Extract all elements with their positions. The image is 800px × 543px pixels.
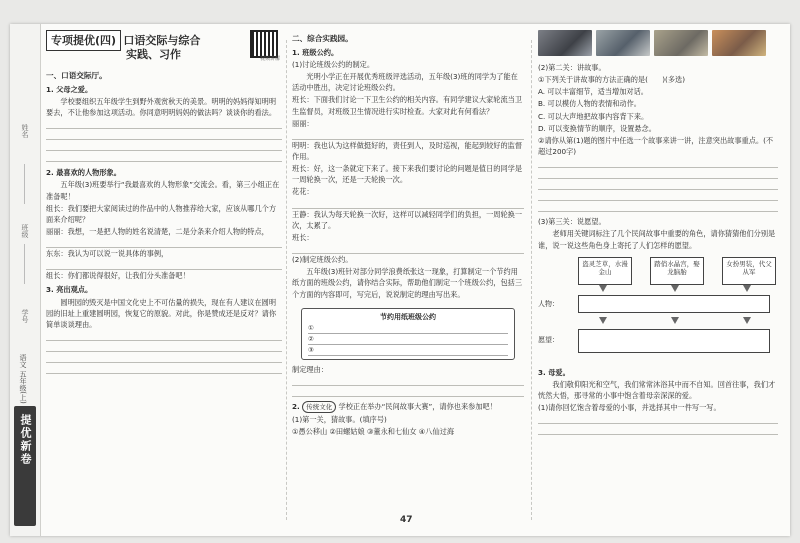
answer-line[interactable] (292, 245, 524, 254)
page-header (46, 30, 282, 64)
question-body: 老师用关键词标注了几个民间故事中重要的角色，请你猜猜他们分别是谁，说一说这些角色身上寄托了人们怎样的愿望。 (538, 229, 776, 250)
wish-answer-box[interactable] (578, 329, 770, 353)
dialogue-line: 丽丽： (292, 118, 314, 128)
column-divider (286, 40, 287, 520)
binding-strip (10, 24, 41, 536)
sub-question: (3)第三关：说愿望。 (538, 217, 606, 227)
section-badge: 专项提优(四) (46, 30, 121, 51)
convention-row[interactable]: ② (308, 334, 508, 345)
page-number: 47 (400, 515, 413, 525)
question-body: 学校要组织五年级学生到野外观赏秋天的美景。明明的妈妈得知明明要去，不让他参加这项活动。你同意明明妈妈的做法吗？谈谈你的看法。 (46, 96, 277, 118)
down-arrow-icon (743, 285, 751, 292)
answer-line[interactable] (292, 377, 524, 386)
section-heading: 二、综合实践园。 (292, 34, 353, 43)
keyword-box: 盗灵芝草，水漫金山 (578, 257, 632, 285)
answer-line[interactable] (46, 142, 282, 151)
answer-line[interactable] (538, 426, 778, 435)
sub-question: (1)请你回忆饱含着母爱的小事，并选择其中一件写一写。 (538, 403, 721, 413)
answer-line[interactable] (292, 388, 524, 397)
option-b[interactable]: B. 可以模仿人物的表情和动作。 (538, 99, 641, 109)
answer-line[interactable] (46, 261, 282, 270)
role-diagram (538, 255, 778, 363)
traditional-culture-tag: 传统文化 (302, 401, 336, 413)
qr-code-icon[interactable] (250, 30, 278, 58)
section-heading: 一、口语交际厅。 (46, 71, 107, 80)
answer-line[interactable] (292, 200, 524, 209)
answer-line[interactable] (538, 181, 778, 190)
answer-line[interactable] (538, 159, 778, 168)
answer-line[interactable] (538, 170, 778, 179)
name-field-line (24, 164, 25, 204)
answer-line[interactable] (292, 131, 524, 140)
answer-line[interactable] (538, 415, 778, 424)
dialogue-line: 组长：你们都说得很好，让我们分头准备吧！ (46, 271, 190, 281)
down-arrow-icon (743, 317, 751, 324)
convention-row[interactable]: ① (308, 323, 508, 334)
answer-line[interactable] (46, 239, 282, 248)
sub-question: (2)制定班级公约。 (292, 255, 353, 265)
convention-title: 节约用纸班级公约 (380, 312, 436, 321)
grade-label: 语文 五年级(上) (19, 354, 27, 404)
option-a[interactable]: A. 可以丰富细节，适当增加对话。 (538, 87, 648, 97)
qr-label: 视频讲解 (259, 56, 280, 62)
down-arrow-icon (599, 317, 607, 324)
brand-logo: 提优新卷 (14, 406, 36, 526)
answer-line[interactable] (46, 343, 282, 352)
column-divider (531, 40, 532, 520)
dialogue-line: 明明：我也认为这样做挺好的，责任到人，及时巡视，能起到较好的监督作用。 (292, 140, 523, 162)
dialogue-line: 班长：好，这一条就定下来了。接下来我们要讨论的问题是值日的同学是一周轮换一次，还是一天轮换一次。 (292, 164, 523, 185)
down-arrow-icon (671, 317, 679, 324)
answer-line[interactable] (538, 203, 778, 212)
story-image-1 (538, 30, 592, 56)
class-field-line (24, 244, 25, 284)
sub-question: ①下列关于讲故事的方法正确的是( )(多选) (538, 75, 686, 85)
question-body: 五年级(3)班针对部分同学浪费纸张这一现象，打算制定一个节约用纸方面的班级公约，请你结合实际，帮助他们制定一个班级公约，包括三个方面的内容即可，写完后，说说制定的理由写出来。 (292, 267, 523, 299)
convention-box (301, 308, 515, 360)
class-field-label: 班级 (21, 224, 29, 238)
question-title: 3. 亮出观点。 (46, 285, 93, 295)
option-c[interactable]: C. 可以大声地把故事内容背下来。 (538, 111, 649, 121)
middle-column (292, 30, 524, 438)
answer-line[interactable] (46, 120, 282, 129)
question-title: 3. 母爱。 (538, 367, 570, 377)
page-title-line2: 实践、习作 (126, 48, 181, 61)
question-title: 1. 父母之爱。 (46, 84, 93, 94)
reason-label: 制定理由： (292, 364, 328, 374)
story-options: ①愚公移山 ②田螺姑娘 ③董永和七仙女 ④八仙过海 (292, 426, 455, 436)
sub-question: (1)第一关，猜故事。(填序号) (292, 414, 387, 424)
question-title: 1. 班级公约。 (292, 47, 339, 57)
dialogue-line: 班长：下面我们讨论一下卫生公约的相关内容。有同学建议大家轮流当卫生监督员，对班级卫生情况进行实时检查。大家对此有何看法？ (292, 95, 523, 116)
people-answer-box[interactable] (578, 295, 770, 313)
dialogue-line: 王静：我认为每天轮换一次好，这样可以减轻同学们的负担，一周轮换一次，太累了。 (292, 209, 523, 230)
question-body: 我们敬仰阳光和空气，我们常常沐浴其中而不自知。回首往事，我们才恍然大悟，那寻常的小事中饱含着母亲深深的爱。 (538, 379, 776, 401)
dialogue-line: 班长： (292, 232, 314, 242)
number-field-label: 学号 (21, 309, 29, 323)
sub-question: (1)讨论班级公约的制定。 (292, 59, 375, 69)
question-intro: 五年级(3)班要举行“我最喜欢的人物形象”交流会。看，第三小组正在准备呢！ (46, 180, 280, 201)
story-image-4 (712, 30, 766, 56)
dialogue-line: 花花： (292, 187, 314, 197)
sub-question: (2)第二关：讲故事。 (538, 63, 606, 72)
question-context: 光明小学正在开展优秀班级评选活动，五年级(3)班的同学为了能在活动中胜出，决定讨论班级公约。 (292, 72, 518, 93)
story-image-3 (654, 30, 708, 56)
story-image-2 (596, 30, 650, 56)
right-column (538, 30, 778, 435)
people-label: 人物： (538, 299, 559, 308)
down-arrow-icon (599, 285, 607, 292)
dialogue-line: 组长：我们要把大家阅读过的作品中的人物推荐给大家，应该从哪几个方面来介绍呢？ (46, 203, 277, 224)
keyword-box: 女扮男装，代父从军 (722, 257, 776, 285)
page-title: 口语交际与综合 (123, 34, 201, 47)
answer-line[interactable] (46, 153, 282, 162)
convention-row[interactable]: ③ (308, 345, 508, 356)
sub-question: ②请你从第(1)题的图片中任选一个故事来讲一讲，注意突出故事重点。(不超过200字) (538, 135, 774, 157)
question-title: 2. 最喜欢的人物形象。 (46, 168, 121, 178)
story-images (538, 30, 778, 56)
keyword-box: 踏俏水晶宫，娶龙脑胎 (650, 257, 704, 285)
left-column (46, 30, 282, 374)
answer-line[interactable] (46, 354, 282, 363)
answer-line[interactable] (46, 131, 282, 140)
name-field-label: 姓名 (21, 124, 29, 138)
question-title: 2. 传统文化 学校正在举办“民间故事大赛”，请你也来参加吧！ (292, 401, 524, 413)
dialogue-line: 丽丽：我想，一是把人物的姓名说清楚，二是分条来介绍人物的特点， (46, 227, 269, 237)
dialogue-line: 东东：我认为可以说一说具体的事例， (46, 249, 169, 259)
question-body: 圆明园的毁灭是中国文化史上不可估量的损失，现在有人建议在圆明园的旧址上重建圆明园，恢复它的原貌。对此，你是赞成还是反对？请你简单谈谈理由。 (46, 297, 277, 329)
option-d[interactable]: D. 可以变换情节的顺序，设置悬念。 (538, 123, 656, 133)
down-arrow-icon (671, 285, 679, 292)
answer-line[interactable] (46, 365, 282, 374)
wish-label: 愿望： (538, 335, 559, 344)
answer-line[interactable] (46, 332, 282, 341)
answer-line[interactable] (538, 192, 778, 201)
